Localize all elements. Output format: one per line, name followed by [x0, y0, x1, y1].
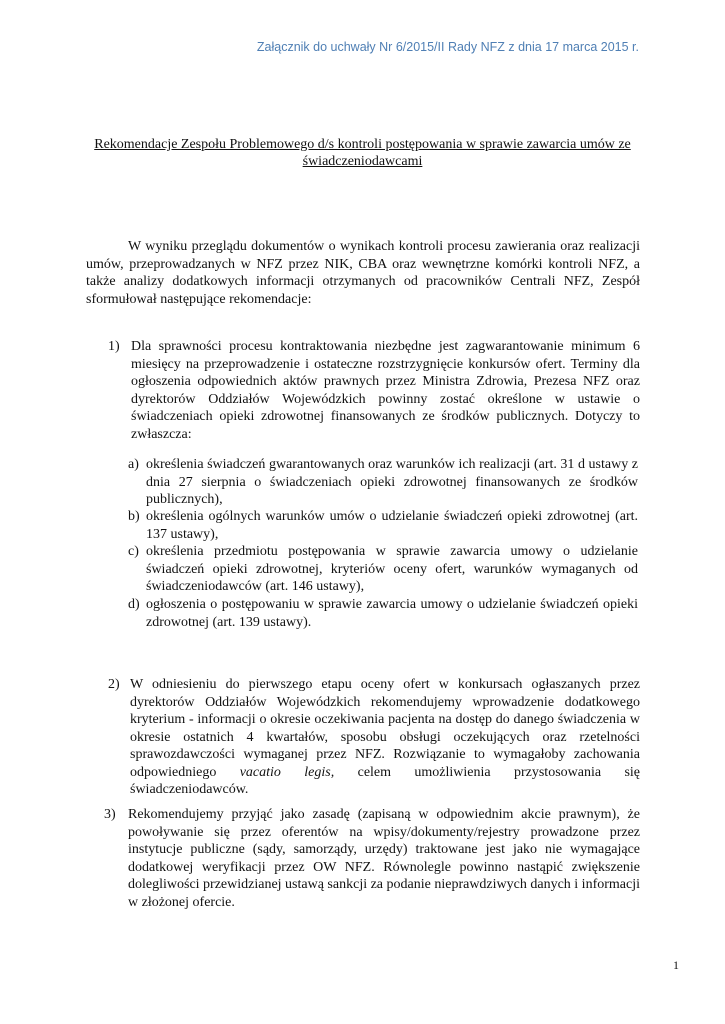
item-number: 3) — [104, 807, 116, 822]
item-number: 1) — [108, 339, 120, 354]
page-number: 1 — [673, 958, 679, 972]
subitem-text: ogłoszenia o postępowaniu w sprawie zawarcia umowy o udzielanie świadczeń opieki zdrowotnej (art. 139 ustawy). — [146, 597, 638, 630]
item-text-latin-term: vacatio legis, — [239, 764, 335, 780]
attachment-header-note: Załącznik do uchwały Nr 6/2015/II Rady NFZ z dnia 17 marca 2015 r. — [256, 40, 639, 54]
subitem-b — [128, 508, 638, 543]
item-text — [130, 676, 640, 799]
subitem-text: określenia świadczeń gwarantowanych oraz warunków ich realizacji (art. 31 d ustawy z dnia 27 sierpnia o świadczeniach opieki zdrowotnej finansowanych ze środków publicznych), — [146, 457, 638, 507]
subitem-label: a) — [128, 457, 139, 472]
subitem-label: d) — [128, 597, 140, 612]
item-text: Rekomendujemy przyjąć jako zasadę (zapisaną w odpowiednim akcie prawnym), że powoływanie się przez oferentów na wpisy/dokumenty/rejestry prowadzone przez instytucje publiczne (sądy, samorządy, urzędy) traktowane jest jako nie wymagające dodatkowej weryfikacji przez OW NFZ. Równolegle powinno nastąpić zwiększenie dolegliwości przewidzianej ustawą sankcji za podanie nieprawdziwych danych i informacji w złożonej ofercie. — [128, 807, 640, 910]
item-number: 2) — [108, 677, 120, 692]
subitem-label: c) — [128, 544, 139, 559]
intro-paragraph: W wyniku przeglądu dokumentów o wynikach kontroli procesu zawierania oraz realizacji umów, przeprowadzanych w NFZ przez NIK, CBA oraz wewnętrzne komórki kontroli NFZ, a także analizy dodatkowych informacji otrzymanych od pracowników Centrali NFZ, Zespół sformułował następujące rekomendacje: — [86, 239, 640, 307]
subitem-d — [128, 596, 638, 631]
subitem-c — [128, 543, 638, 596]
item-text-part: celem umożliwienia przystosowania się świadczeniodawców. — [130, 764, 640, 797]
subitem-a — [128, 456, 638, 509]
document-title: Rekomendacje Zespołu Problemowego d/s kontroli postępowania w sprawie zawarcia umów ze świadczeniodawcami — [94, 137, 631, 169]
subitem-label: b) — [128, 509, 140, 524]
subitem-text: określenia ogólnych warunków umów o udzielanie świadczeń opieki zdrowotnej (art. 137 ustawy), — [146, 509, 638, 542]
item-text: Dla sprawności procesu kontraktowania niezbędne jest zagwarantowanie minimum 6 miesięcy na przeprowadzenie i ostateczne rozstrzygnięcie konkursów ofert. Terminy dla ogłoszenia odpowiednich aktów prawnych przez Ministra Zdrowia, Prezesa NFZ oraz dyrektorów Oddziałów Wojewódzkich powinny zostać określone w ustawie o świadczeniach opieki zdrowotnej finansowanych ze środków publicznych. Dotyczy to zwłaszcza: — [131, 339, 640, 442]
item-text-part: W odniesieniu do pierwszego etapu oceny ofert w konkursach ogłaszanych przez dyrektorów Oddziałów Wojewódzkich rekomendujemy wprowadzenie dodatkowego kryterium - informacji o okresie oczekiwania pacjenta na dostęp do danego świadczenia w okresie ostatnich 4 kwartałów, sposobu obsługi oczekujących oraz rzetelności sprawozdawczości wymaganej przez NFZ. Rozwiązanie to wymagałoby zachowania odpowiedniego — [130, 677, 640, 780]
subitem-text: określenia przedmiotu postępowania w sprawie zawarcia umowy o udzielanie świadczeń opieki zdrowotnej, kryteriów oceny ofert, warunków wymaganych od świadczeniodawców (art. 146 ustawy), — [146, 544, 638, 594]
